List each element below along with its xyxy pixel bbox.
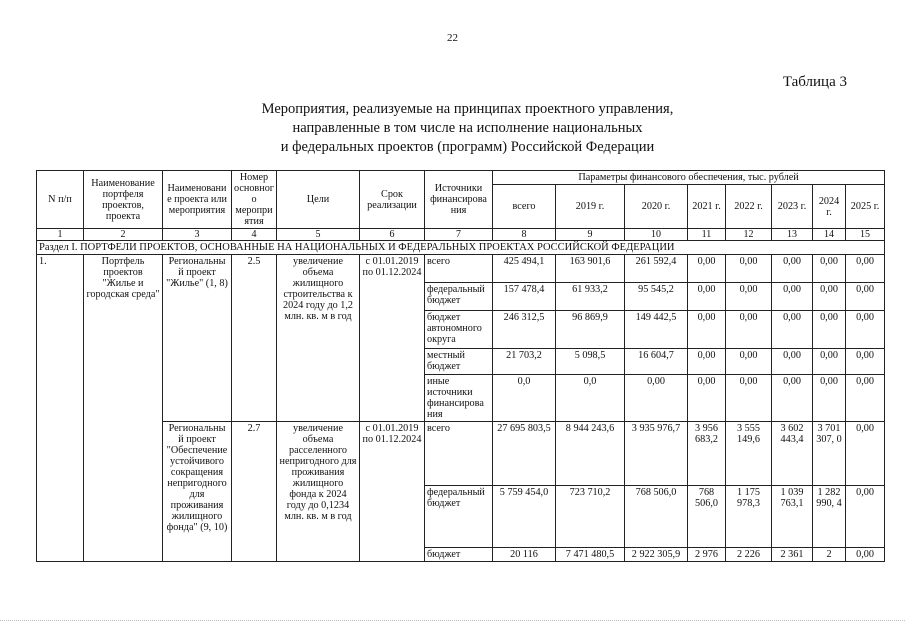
value-cell: 0,00 [688,349,726,375]
column-number: 8 [493,229,556,241]
project-goal: увеличение объема жилищного строительства к 2024 году до 1,2 млн. кв. м в год [277,255,360,422]
value-cell: 5 098,5 [556,349,625,375]
value-cell: 3 935 976,7 [625,422,688,486]
header-finance-group: Параметры финансового обеспечения, тыс. рублей [493,171,885,185]
value-cell: 3 555 149,6 [726,422,772,486]
header-total: всего [493,185,556,229]
column-number: 7 [425,229,493,241]
value-cell: 157 478,4 [493,283,556,311]
source-cell: всего [425,255,493,283]
header-2021: 2021 г. [688,185,726,229]
column-number: 9 [556,229,625,241]
value-cell: 0,00 [846,486,885,548]
value-cell: 0,00 [726,349,772,375]
value-cell: 0,00 [813,311,846,349]
header-2019: 2019 г. [556,185,625,229]
row-np: 1. [37,255,84,562]
value-cell: 0,00 [772,255,813,283]
value-cell: 0,00 [813,349,846,375]
value-cell: 0,00 [726,311,772,349]
value-cell: 0,00 [846,283,885,311]
value-cell: 20 116 [493,548,556,562]
value-cell: 0,00 [688,311,726,349]
header-2025: 2025 г. [846,185,885,229]
value-cell: 3 956 683,2 [688,422,726,486]
value-cell: 1 282 990, 4 [813,486,846,548]
title-line: Мероприятия, реализуемые на принципах проектного управления, [261,101,674,117]
header-2022: 2022 г. [726,185,772,229]
value-cell: 0,00 [846,311,885,349]
project-number: 2.7 [232,422,277,562]
column-number: 11 [688,229,726,241]
value-cell: 0,00 [772,375,813,422]
project-term: с 01.01.2019 по 01.12.2024 [360,422,425,562]
table-row [37,422,885,486]
source-cell: местный бюджет [425,349,493,375]
header-2020: 2020 г. [625,185,688,229]
value-cell: 0,00 [772,349,813,375]
header-goals: Цели [277,171,360,229]
value-cell: 1 039 763,1 [772,486,813,548]
column-number: 13 [772,229,813,241]
column-number: 3 [163,229,232,241]
value-cell: 3 701 307, 0 [813,422,846,486]
value-cell: 0,00 [688,283,726,311]
value-cell: 0,00 [726,283,772,311]
table-label: Таблица 3 [782,74,847,90]
value-cell: 3 602 443,4 [772,422,813,486]
value-cell: 261 592,4 [625,255,688,283]
value-cell: 768 506,0 [688,486,726,548]
header-2023: 2023 г. [772,185,813,229]
value-cell: 2 922 305,9 [625,548,688,562]
portfolio-name: Портфель проектов "Жилье и городская среда" [84,255,163,562]
value-cell: 425 494,1 [493,255,556,283]
column-number: 4 [232,229,277,241]
value-cell: 0,00 [772,311,813,349]
value-cell: 149 442,5 [625,311,688,349]
value-cell: 61 933,2 [556,283,625,311]
header-number: Номер основног о меропри ятия [232,171,277,229]
source-cell: иные источники финансирова ния [425,375,493,422]
value-cell: 2 361 [772,548,813,562]
column-number: 2 [84,229,163,241]
value-cell: 27 695 803,5 [493,422,556,486]
value-cell: 8 944 243,6 [556,422,625,486]
header-np: N п/п [37,171,84,229]
header-2024: 2024 г. [813,185,846,229]
column-number: 14 [813,229,846,241]
column-number: 5 [277,229,360,241]
value-cell: 1 175 978,3 [726,486,772,548]
value-cell: 0,00 [813,375,846,422]
value-cell: 5 759 454,0 [493,486,556,548]
table-row [37,255,885,283]
value-cell: 0,00 [625,375,688,422]
value-cell: 21 703,2 [493,349,556,375]
value-cell: 0,00 [846,255,885,283]
column-number: 10 [625,229,688,241]
header-term: Срок реализации [360,171,425,229]
value-cell: 768 506,0 [625,486,688,548]
value-cell: 246 312,5 [493,311,556,349]
value-cell: 0,0 [493,375,556,422]
value-cell: 0,00 [688,375,726,422]
value-cell: 2 976 [688,548,726,562]
source-cell: федеральный бюджет [425,486,493,548]
value-cell: 0,00 [846,375,885,422]
value-cell: 95 545,2 [625,283,688,311]
header-sources: Источники финансирова ния [425,171,493,229]
value-cell: 0,00 [688,255,726,283]
value-cell: 0,00 [726,255,772,283]
section-title: Раздел I. ПОРТФЕЛИ ПРОЕКТОВ, ОСНОВАННЫЕ НА НАЦИОНАЛЬНЫХ И ФЕДЕРАЛЬНЫХ ПРОЕКТАХ РОССИЙСКОЙ ФЕДЕРАЦИИ [37,241,885,255]
value-cell: 7 471 480,5 [556,548,625,562]
column-number: 6 [360,229,425,241]
financing-table [36,170,885,562]
column-number: 15 [846,229,885,241]
scan-artifact-line [0,620,905,622]
column-number: 1 [37,229,84,241]
column-number: 12 [726,229,772,241]
value-cell: 2 [813,548,846,562]
source-cell: бюджет автономного округа [425,311,493,349]
value-cell: 163 901,6 [556,255,625,283]
value-cell: 0,00 [846,548,885,562]
page-number: 22 [447,32,458,44]
title-line: направленные в том числе на исполнение национальных [292,120,643,136]
source-cell: всего [425,422,493,486]
column-number-row [37,229,885,241]
header-portfolio: Наименование портфеля проектов, проекта [84,171,163,229]
project-name: Региональны й проект "Жилье" (1, 8) [163,255,232,422]
source-cell: федеральный бюджет [425,283,493,311]
source-cell: бюджет [425,548,493,562]
value-cell: 0,0 [556,375,625,422]
value-cell: 2 226 [726,548,772,562]
value-cell: 96 869,9 [556,311,625,349]
value-cell: 0,00 [772,283,813,311]
project-term: с 01.01.2019 по 01.12.2024 [360,255,425,422]
section-row [37,241,885,255]
value-cell: 0,00 [846,349,885,375]
value-cell: 0,00 [846,422,885,486]
header-project: Наименовани е проекта или мероприятия [163,171,232,229]
project-number: 2.5 [232,255,277,422]
value-cell: 723 710,2 [556,486,625,548]
value-cell: 0,00 [813,255,846,283]
document-title [0,100,905,157]
project-goal: увеличение объема расселенного непригодного для проживания жилищного фонда к 2024 году до 0,1234 млн. кв. м в год [277,422,360,562]
value-cell: 0,00 [726,375,772,422]
value-cell: 0,00 [813,283,846,311]
value-cell: 16 604,7 [625,349,688,375]
title-line: и федеральных проектов (программ) Российской Федерации [280,139,655,155]
project-name: Региональны й проект "Обеспечение устойчивого сокращения непригодного для проживания жилищного фонда" (9, 10) [163,422,232,562]
